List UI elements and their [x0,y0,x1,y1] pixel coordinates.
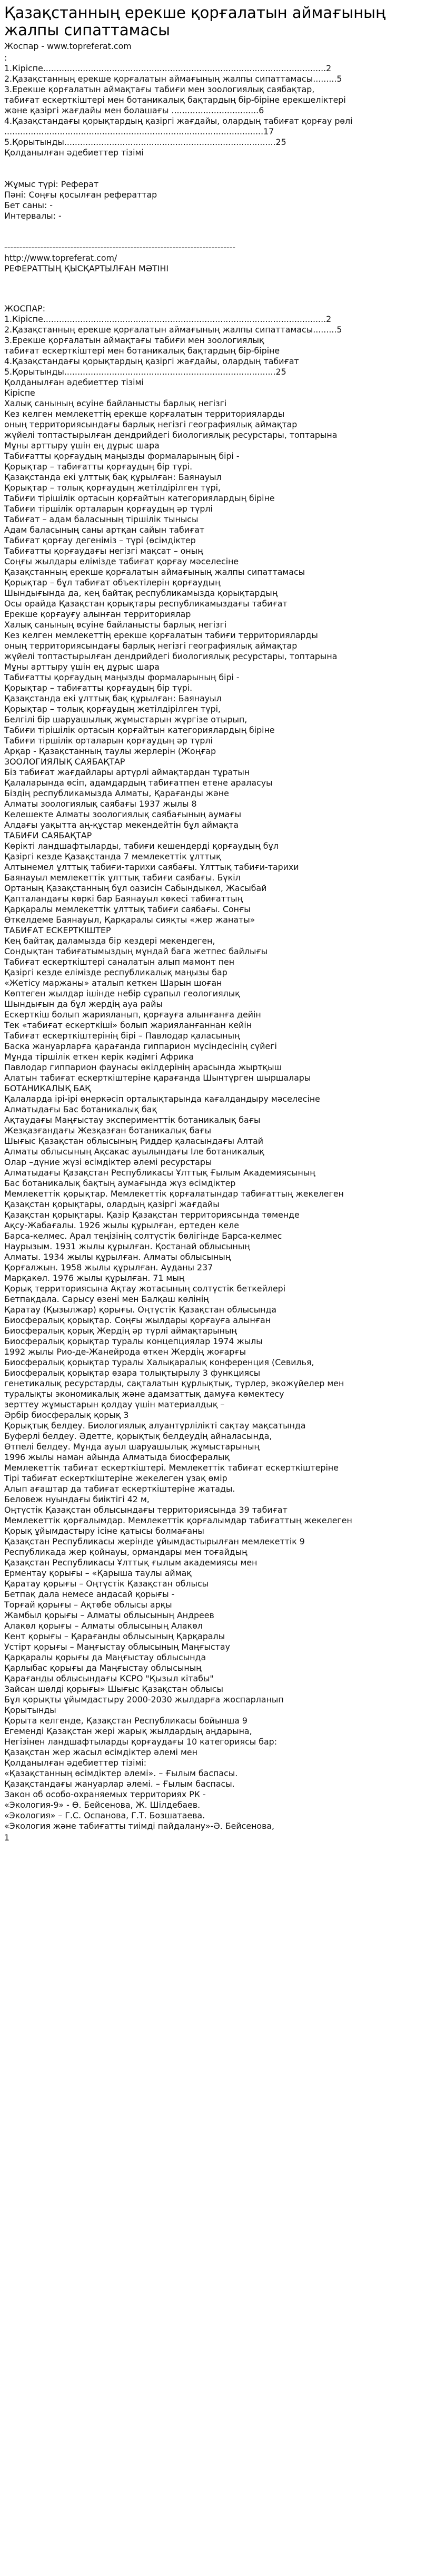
text-line: Бас ботаникалық бақтың аумағында жүз өсімдіктер [4,1178,236,1188]
full-text-label: РЕФЕРАТТЫҢ ҚЫСҚАРТЫЛҒАН МӘТІНІ [4,263,169,273]
text-line: Шығыс Қазақстан облысының Риддер қаласындағы Алтай [4,1136,264,1146]
text-line: Қорықтар – толық қорғаудың жетілдірілген түрі, [4,704,221,714]
text-line: Тек «табиғат ескерткіші» болып жарияланғаннан кейін [4,1020,252,1030]
toc-line: және қазіргі жағдайы мен болашағы .................................6 [4,105,264,115]
toc-line: 4.Қазақстандағы қорықтардың қазіргі жағдайы, олардың табиғат [4,356,299,366]
text-line: Алдағы уақытта аң-құстар мекендейтін бұл аймақта [4,820,239,830]
text-line: генетикалық ресурстарды, сақталатын құрлықтық, түрлер, экожүйелер мен [4,1378,344,1388]
text-line: Ескерткіш болып жарияланып, қорғауға алынғанға дейін [4,1010,261,1020]
toc-line: табиғат ескерткіштері мен ботаникалық бақтардың бір-біріне ерекшеліктері [4,95,346,105]
text-line: Биосфералық қорық Жердің әр түрлі аймақтарының [4,1326,237,1336]
text-line: Қорықтар – толық қорғаудың жетілдірілген түрі, [4,483,221,493]
text-line: жүйелі топтастырылған дендрийдегі биологиялық ресурстары, топтарына [4,651,338,661]
text-line: 1992 жылы Рио-де-Жанейрода өткен Жердің жоғарғы [4,1347,246,1357]
text-line: Қорық территориясына Ақтау жотасының солтүстік беткейлері [4,1284,286,1294]
text-line: Ортаның Қазақстанның бұл оазисін Сабындыкөл, Жасыбай [4,883,267,893]
text-line: Табиғи тіршілік орталарын қорғаудың әр түрлі [4,736,213,746]
site-link[interactable]: http://www.topreferat.com/ [4,253,117,263]
text-line: Қазақстанда екі ұлттық бақ құрылған: Баянауыл [4,693,222,703]
toc-line: 5.Қорытынды................................................................................25 [4,367,286,377]
text-line: «Экология» – Г.С. Оспанова, Г.Т. Бозшатаева. [4,1810,205,1820]
text-line: Алатын табиғат ескерткіштеріне қарағанда Шынтүрген шыршалары [4,1073,311,1083]
text-line: Олар –дүние жүзі өсімдіктер әлемі ресурстары [4,1157,212,1167]
plan-source-link[interactable]: Жоспар - www.topreferat.com [4,41,132,51]
text-line: Қазақстан қорықтары. Қазір Қазақстан территориясында төменде [4,1210,300,1220]
toc-line: 2.Қазақстанның ерекше қорғалатын аймағының жалпы сипаттамасы.........5 [4,74,342,84]
text-line: Кіріспе [4,388,35,398]
toc-line: 3.Ерекше қорғалатын аймақтағы табиғи мен зоологиялық [4,335,264,345]
toc-line: табиғат ескерткіштері мен ботаникалық бақтардың бір-біріне [4,346,280,356]
toc-line: 2.Қазақстанның ерекше қорғалатын аймағының жалпы сипаттамасы.........5 [4,325,342,335]
text-line: Соңғы жылдары еліміздe табиғат қорғау мәселесіне [4,556,239,566]
text-line: Қазіргі кезде Қазақстанда 7 мемлекеттік ұлттық [4,851,221,861]
text-line: Қорықтар – табиғатты қорғаудың бір түрі. [4,683,193,693]
text-line: Торғай қорығы – Ақтөбе облысы арқы [4,1600,172,1610]
toc-line: : [4,53,7,63]
toc-line: 5.Қорытынды................................................................................25 [4,137,286,147]
text-line: зерттеу жұмыстарын қолдау үшін материалдық – [4,1399,225,1409]
plan-heading: ЖОСПАР: [4,303,46,314]
text-line: Қазақстан Республикасы жерінде ұйымдастырылған мемлекеттік 9 [4,1536,305,1546]
text-line: Мемлекеттік табиғат ескерткіштері. Мемлекеттік табиғат ескерткіштеріне [4,1463,339,1473]
text-line: Закон об особо-охраняемых территориях РК - [4,1789,206,1799]
text-line: Келешекте Алматы зоологиялық саябағының аумағы [4,809,242,819]
text-line: Қорықтық белдеу. Биологиялық алуантүрлілікті сақтау мақсатында [4,1421,306,1431]
text-line: Негізінен ландшафтыларды қорғаудағы 10 категориясы бар: [4,1737,277,1747]
text-line: ТАБИҒИ САЯБАҚТАР [4,830,92,840]
text-line: Марқакөл. 1976 жылы құрылған. 71 мың [4,1273,185,1283]
text-line: оның территориясындағы барлық негізгі географиялық аймақтар [4,641,298,651]
text-line: ЗООЛОГИЯЛЫҚ САЯБАҚТАР [4,757,125,767]
text-line: Қаратау (Қызылжар) қорығы. Оңтүстік Қазақстан облысында [4,1305,277,1315]
text-line: Адам баласының саны артқан сайын табиғат [4,525,205,535]
text-line: Қапталандағы көркі бар Баянауыл көкесі табиғаттың [4,894,243,904]
text-line: Баянауыл мемлекеттік ұлттық табиғи саябағы. Бүкіл [4,873,241,883]
text-line: Барса-келмес. Арал теңізінің солтүстік бөлігінде Барса-келмес [4,1231,282,1241]
toc-line: 1.Кіріспе...........................................................................................................2 [4,314,332,324]
text-line: Қарлыбас қорығы да Маңғыстау облысының [4,1663,202,1673]
text-line: Қолданылған әдебиеттер тізімі: [4,1758,147,1768]
text-line: Халық санының өсуіне байланысты барлық негізгі [4,398,227,408]
text-line: Белгілі бір шаруашылық жұмыстарын жүргізе отырып, [4,714,247,724]
text-line: Кез келген мемлекеттің ерекше қорғалатын табиғи территорияларды [4,630,318,640]
text-line: Әрбір биосфералық қорық 3 [4,1410,129,1420]
toc-line: 1.Кіріспе...........................................................................................................2 [4,63,332,73]
text-line: Табиғи тірішілік ортасын қорғайтын категориялардың біріне [4,725,275,735]
text-line: Мұнда тіршілік еткен керік кәдімгі Африка [4,1052,194,1062]
text-line: Қазақстанның ерекше қорғалатын аймағының жалпы сипаттамасы [4,567,305,577]
text-line: Қаратау қорығы – Оңтүстік Қазақстан облысы [4,1579,209,1589]
text-line: Қорық ұйымдастыру ісіне қатысы болмағаны [4,1526,204,1536]
text-line: Қорытынды [4,1705,56,1715]
text-line: Алматы. 1934 жылы құрылған. Алматы облысының [4,1252,231,1262]
text-line: Шындығында да, кең байтақ республикамызда қорықтардың [4,588,278,598]
plan-section [4,303,442,388]
text-line: Бетпақ дала немесе андасай қорығы - [4,1589,175,1599]
divider-line: ----------------------------------------------------------------------------- [4,242,235,252]
text-line: Павлодар гиппарион фаунасы өкілдерінің арасында жыртқыш [4,1062,282,1072]
text-line: Қазақстан жер жасыл өсімдіктер әлемі мен [4,1747,197,1757]
text-line: Қазақстандағы жануарлар әлемі. – Ғылым баспасы. [4,1779,235,1789]
document-meta [4,179,442,221]
text-line: Көрікті ландшафтыларды, табиғи кешендерді қорғаудың бұл [4,841,279,851]
text-line: Алматы зоологиялық саябағы 1937 жылы 8 [4,799,197,809]
text-line: Қарқаралы қорығы да Маңғыстау облысында [4,1652,206,1662]
text-line: Буферлі белдеу. Әдетте, қорықтық белдеудің айналасында, [4,1431,272,1441]
text-line: Алып ағаштар да табиғат ескерткіштеріне жатады. [4,1484,235,1494]
text-line: Табиғи тірішілік ортасын қорғайтын категориялардың біріне [4,493,275,503]
text-line: «Экология және табиғатты тиімді пайдалану»-Ә. Бейсенова, [4,1821,275,1831]
meta-spacer-2 [4,232,442,242]
text-line: Біз табиғат жағдайлары артүрлі аймақтардан тұратын [4,767,250,777]
text-line: Бұл қорықты ұйымдастыру 2000-2030 жылдарға жоспарланып [4,1695,284,1705]
text-line: Қарағанды облысындағы КСРО "Қызыл кітабы" [4,1673,214,1683]
text-line: 1996 жылы наман айында Алматыда биосфералық [4,1452,230,1462]
text-line: Халық санының өсуіне байланысты барлық негізгі [4,620,227,630]
text-line: Қазақстан Республикасы Ұлттық ғылым академиясы мен [4,1558,257,1568]
text-line: Ерментау қорығы – «Қарыша таулы аймақ [4,1568,192,1578]
text-line: Арқар - Қазақстанның таулы жерлерін (Жоңғар [4,746,216,756]
text-line: Зайсан шөлді қорығы» Шығыс Қазақстан облысы [4,1684,223,1694]
text-line: Жамбыл қорығы – Алматы облысының Андреев [4,1610,214,1620]
text-line: Баска жануарларға қарағанда гиппарион мүсіндесінің сүйегі [4,1041,277,1051]
text-line: Беловеж нуындағы биіктігі 42 м, [4,1494,150,1504]
text-line: Осы орайда Қазақстан қорықтары республикамыздағы табиғат [4,599,288,609]
text-line: Қазіргі кезде елімізде республикалық маңызы бар [4,967,227,977]
text-line: Табиғатты қорғаудағы негізгі мақсат – оның [4,546,203,556]
text-line: Устірт қорығы – Маңғыстау облысының Маңғыстау [4,1642,230,1652]
text-line: Сондықтан табиғатымыздың мұндай бага жетпес байлығы [4,946,268,956]
text-line: Табиғат қорғау дегеніміз – түрі (өсімдіктер [4,535,196,545]
text-line: Кент қорығы – Қарағанды облысының Қарқаралы [4,1631,225,1641]
text-line: Ақтаудағы Маңғыстау эксперименттік ботаникалық бағы [4,1115,261,1125]
meta-line: Бет саны: - [4,200,53,210]
toc-line: 3.Ерекше қорғалатын аймақтағы табиғи мен зоологиялық саябақтар, [4,84,315,94]
text-line: Табиғат ескерткіштері саналатын алып мамонт пен [4,957,235,967]
text-line: Биосфералық қорықтар. Соңғы жылдары қорғауға алынған [4,1315,271,1325]
toc-line: Қолданылған әдебиеттер тізімі [4,377,144,387]
meta-line: Интервалы: - [4,211,62,221]
text-line: Қорғалжын. 1958 жылы құрылған. Ауданы 237 [4,1262,213,1272]
text-line: Мұны арттыру үшін ең дұрыс шара [4,662,160,672]
text-line: Наурызым. 1931 жылы құрылған. Қостанай облысының [4,1241,250,1251]
text-line: Табиғат ескерткіштерінің бірі – Павлодар қаласының [4,1031,240,1041]
text-line: Табиғатты қорғаудың маңызды формаларының бірі - [4,451,240,461]
text-line: Табиғи тіршілік орталарын қорғаудың әр түрлі [4,504,213,514]
page-title: Қазақстанның ерекше қорғалатын аймағының жалпы сипаттамасы [4,4,386,39]
text-line: Кең байтақ даламызда бір кездері мекендеген, [4,936,215,946]
text-line: Қалаларында өсіп, адамдардың табиғатпен етене араласуы [4,778,273,788]
text-line: Егеменді Қазақстан жері жарық жылдардың аңдарына, [4,1726,252,1736]
text-line: Ерекше қорғауғу алынған территориялар [4,609,191,619]
text-line: Мұны арттыру үшін ең дұрыс шара [4,440,160,450]
text-line: Табиғат – адам баласының тіршілік тынысы [4,514,199,524]
text-line: Биосфералық қорықтар туралы концепциялар 1974 жылы [4,1336,263,1346]
text-line: Көптеген жылдар ішінде небір сұрапыл геологиялық [4,988,240,998]
text-line: Алтынемел ұлттық табиғи-тарихи саябағы. Ұлттық табиғи-тарихи [4,862,299,872]
text-line: Биосфералық қорықтар өзара толықтырылу 3 функциясы [4,1368,261,1378]
text-line: Биосфералық қорықтар туралы Халықаралық конференция (Севилья, [4,1357,314,1367]
text-line: Өткелдеме Баянауыл, Қарқаралы сияқты «жер жанаты» [4,915,255,925]
text-line: ТАБИҒАТ ЕСКЕРТКІШТЕР [4,925,111,935]
table-of-contents-plan [4,314,442,388]
meta-line: Пәні: Соңғы қосылған рефераттар [4,190,157,200]
meta-spacer [4,221,442,232]
text-line: Алакөл қорығы – Алматы облысының Алакөл [4,1621,203,1631]
text-line: Біздің республикамызда Алматы, Қарағанды және [4,788,229,798]
text-line: «Экология-9» - Ө. Бейсенова, Ж. Шілдебаев. [4,1800,201,1810]
text-line: Кез келген мемлекеттің ерекше қорғалатын территорияларды [4,409,285,419]
text-line: Қорықтар – табиғатты қорғаудың бір түрі. [4,462,193,472]
text-line: Алматыдағы Қазақстан Республикасы Ұлттық Ғылым Академиясының [4,1168,315,1178]
text-line: Тірі табиғат ескерткіштеріне жекелеген ұзақ өмір [4,1473,227,1483]
text-line: Жезқазғандағы Жезқазған ботаникалық бағы [4,1125,212,1135]
table-of-contents-top [4,53,442,158]
text-line: Алматыдағы Бас ботаникалық бақ [4,1104,157,1114]
text-line: Қорыта келгенде, Қазақстан Республикасы бойынша 9 [4,1716,247,1726]
text-line: Оңтүстік Қазақстан облысындағы территориясында 39 табиғат [4,1505,288,1515]
text-line: оның территориясындағы барлық негізгі географиялық аймақтар [4,419,298,429]
text-line: Қалаларда ірі-ірі өнеркәсіп орталықтарында кағалдандыру мәселесіне [4,1094,320,1104]
body-text [4,388,442,1831]
text-line: Қазақстан қорықтары, олардың қазіргі жағдайы [4,1199,220,1209]
text-line: БОТАНИКАЛЫҚ БАҚ [4,1083,91,1093]
text-line: «Қазақстанның өсімдіктер әлемі». – Ғылым баспасы. [4,1768,238,1778]
text-line: Алматы облысының Ақсакас ауылындағы Іле ботаникалық [4,1147,264,1157]
text-line: Өтпелі белдеу. Мұнда ауыл шаруашылық жұмыстарының [4,1442,260,1452]
text-line: «Жетісу маржаны» аталып кеткен Шарын шоған [4,978,222,988]
meta-line: Жұмыс түрі: Реферат [4,179,99,189]
page-number: 1 [4,1833,10,1843]
text-line: Қорықтар – бұл табиғат объектілерін қорғаудың [4,577,221,587]
text-line: Қазақстанда екі ұлттық бақ құрылған: Баянауыл [4,472,222,482]
toc-line: Қолданылған әдебиеттер тізімі [4,148,144,158]
text-line: жүйелі топтастырылған дендрийдегі биологиялық ресурстары, топтарына [4,430,338,440]
text-line: Мемлекеттік қорғалымдар. Мемлекеттік қорғалымдар табиғаттың жекелеген [4,1515,352,1525]
toc-line: ..................................................................................................17 [4,126,274,136]
text-line: Табиғатты қорғаудың маңызды формаларының бірі - [4,672,240,682]
text-line: Республикада жер қойнауы, ормандары мен тоғайдың [4,1547,247,1557]
text-line: Бетпақдала. Сарысу өзені мен Балқаш көлінің [4,1294,209,1304]
toc-line: 4.Қазақстандағы қорықтардың қазіргі жағдайы, олардың табиғат қорғау рөлі [4,116,353,126]
text-line: Ақсу-Жабағалы. 1926 жылы құрылған, ертеден келе [4,1220,239,1230]
text-line: Мемлекеттік қорықтар. Мемлекеттік қорғалатындар табиғаттың жекелеген [4,1189,344,1199]
text-line: Қарқаралы мемлекеттік ұлттық табиғи саябағы. Сонғы [4,904,251,914]
text-line: Шындығын да бұл жердің ауа райы [4,999,163,1009]
text-line: туралықты экономикалық және адамзаттық дамуға көмектесу [4,1389,284,1399]
